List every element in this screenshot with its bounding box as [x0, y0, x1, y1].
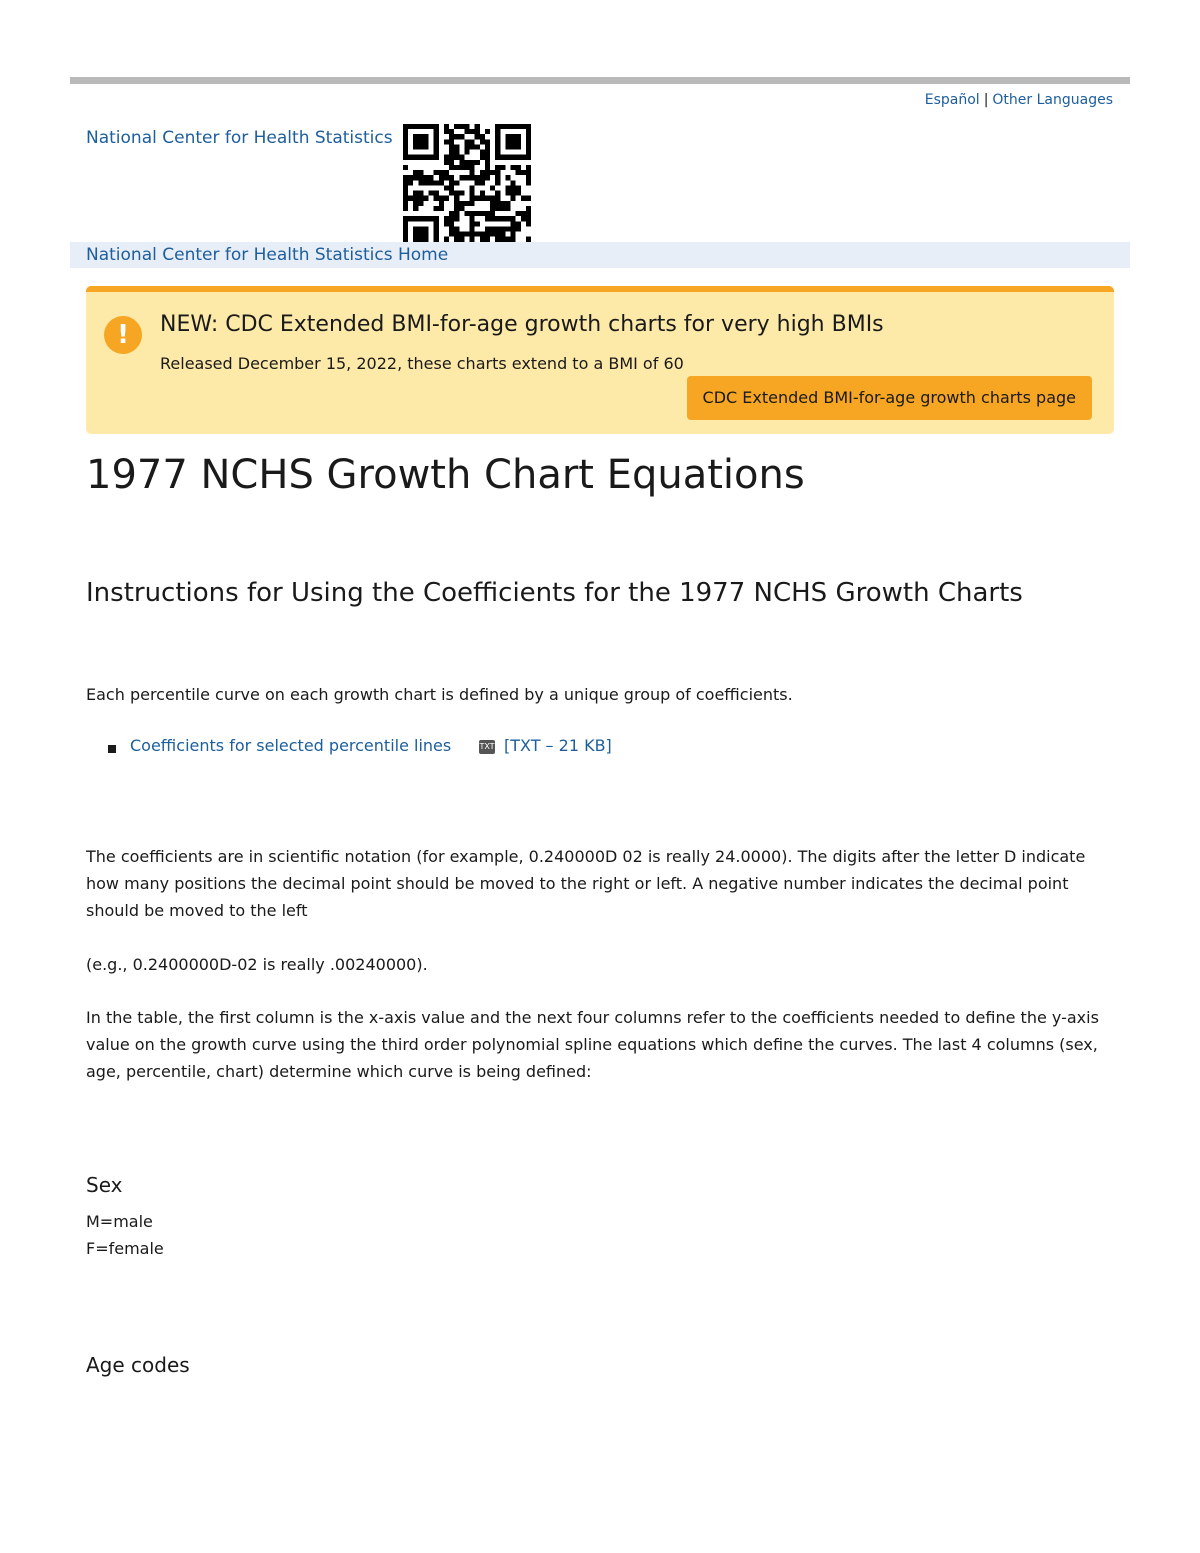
- sex-male: M=male: [86, 1212, 153, 1231]
- list-bullet: [108, 745, 116, 753]
- top-rule: [70, 77, 1130, 84]
- alert-banner: [86, 286, 1114, 434]
- age-codes-heading: Age codes: [86, 1353, 190, 1377]
- espanol-link[interactable]: Español: [924, 92, 980, 108]
- example-paragraph: (e.g., 0.2400000D-02 is really .00240000).: [86, 955, 428, 974]
- notation-paragraph: The coefficients are in scientific notation (for example, 0.240000D 02 is really 24.0000). The digits after the letter D indicate how many positions the decimal point should be moved to the right or left. A negative number indicates the decimal point should be moved to the left: [86, 847, 1086, 920]
- table-paragraph: In the table, the first column is the x-axis value and the next four columns refer to the coefficients needed to define the y-axis value on the growth curve using the third order polynomial spline equations which define the curves. The last 4 columns (sex, age, percentile, chart) determine which curve is being defined:: [86, 1008, 1099, 1081]
- coefficients-link[interactable]: Coefficients for selected percentile lines: [130, 736, 452, 755]
- language-links: [925, 92, 1113, 108]
- file-icon: TXT: [479, 740, 495, 754]
- exclamation-icon: !: [104, 316, 142, 354]
- page-title: 1977 NCHS Growth Chart Equations: [86, 452, 805, 498]
- site-home-link[interactable]: National Center for Health Statistics Home: [86, 245, 449, 265]
- page-subtitle: Instructions for Using the Coefficients for the 1977 NCHS Growth Charts: [86, 578, 1023, 608]
- site-name-link[interactable]: National Center for Health Statistics: [86, 128, 393, 148]
- language-separator: |: [983, 92, 989, 108]
- intro-paragraph: Each percentile curve on each growth chart is defined by a unique group of coefficients.: [86, 685, 793, 704]
- sex-heading: Sex: [86, 1173, 123, 1197]
- alert-title: NEW: CDC Extended BMI-for-age growth charts for very high BMIs: [160, 312, 884, 337]
- alert-subtitle: Released December 15, 2022, these charts extend to a BMI of 60: [160, 354, 684, 373]
- sex-female: F=female: [86, 1239, 164, 1258]
- other-languages-link[interactable]: Other Languages: [992, 92, 1113, 108]
- qr-code-image: [403, 124, 531, 252]
- extended-bmi-charts-button[interactable]: CDC Extended BMI-for-age growth charts page: [687, 376, 1092, 420]
- file-info-link[interactable]: [TXT – 21 KB]: [504, 736, 612, 755]
